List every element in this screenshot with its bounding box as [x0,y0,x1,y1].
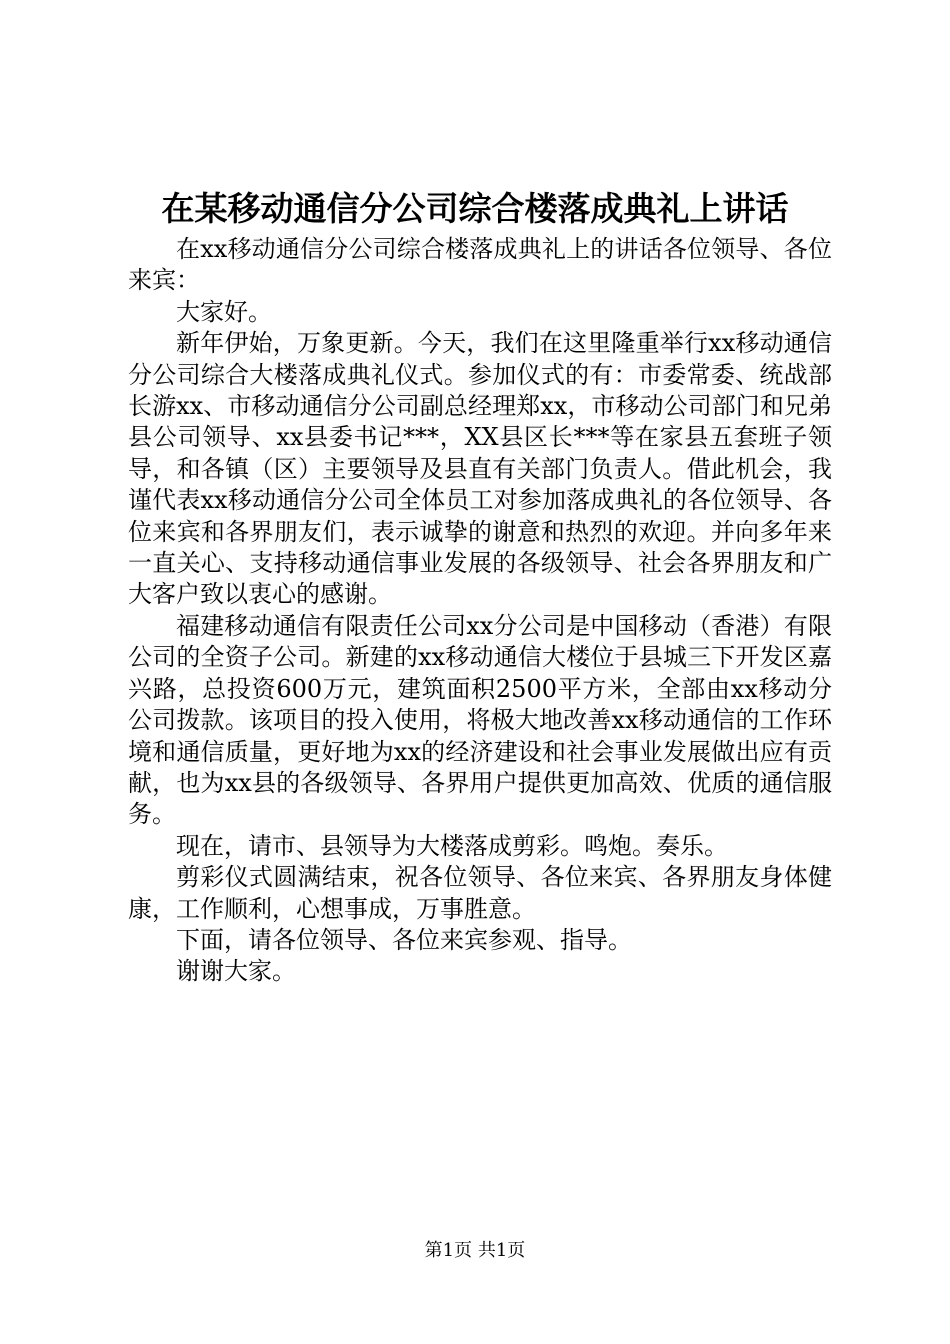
paragraph-salutation: 在xx移动通信分公司综合楼落成典礼上的讲话各位领导、各位来宾： [128,235,832,295]
paragraph-ribbon-cutting: 现在，请市、县领导为大楼落成剪彩。鸣炮。奏乐。 [176,831,728,860]
paragraph-blessing: 剪彩仪式圆满结束，祝各位领导、各位来宾、各界朋友身体健康，工作顺利，心想事成，万事胜意。 [128,863,832,923]
document-title: 在某移动通信分公司综合楼落成典礼上讲话 [161,189,789,228]
document-body [128,234,832,988]
paragraph-greeting: 大家好。 [176,297,272,326]
paragraph-opening: 新年伊始，万象更新。今天，我们在这里隆重举行xx移动通信分公司综合大楼落成典礼仪式。参加仪式的有：市委常委、统战部长游xx、市移动通信分公司副总经理郑xx，市移动公司部门和兄弟县公司领导、xx县委书记***，XX县区长***等在家县五套班子领导，和各镇（区）主要领导及县直有关部门负责人。借此机会，我谨代表xx移动通信分公司全体员工对参加落成典礼的各位领导、各位来宾和各界朋友们，表示诚挚的谢意和热烈的欢迎。并向多年来一直关心、支持移动通信事业发展的各级领导、社会各界朋友和广大客户致以衷心的感谢。 [128,329,832,609]
page-number-footer: 第1页 共1页 [424,1240,526,1261]
paragraph-visit: 下面，请各位领导、各位来宾参观、指导。 [176,925,632,954]
paragraph-thanks: 谢谢大家。 [176,957,296,986]
paragraph-company-intro: 福建移动通信有限责任公司xx分公司是中国移动（香港）有限公司的全资子公司。新建的xx移动通信大楼位于县城三下开发区嘉兴路，总投资600万元，建筑面积2500平方米，全部由xx移动分公司拨款。该项目的投入使用，将极大地改善xx移动通信的工作环境和通信质量，更好地为xx的经济建设和社会事业发展做出应有贡献，也为xx县的各级领导、各界用户提供更加高效、优质的通信服务。 [128,611,832,829]
